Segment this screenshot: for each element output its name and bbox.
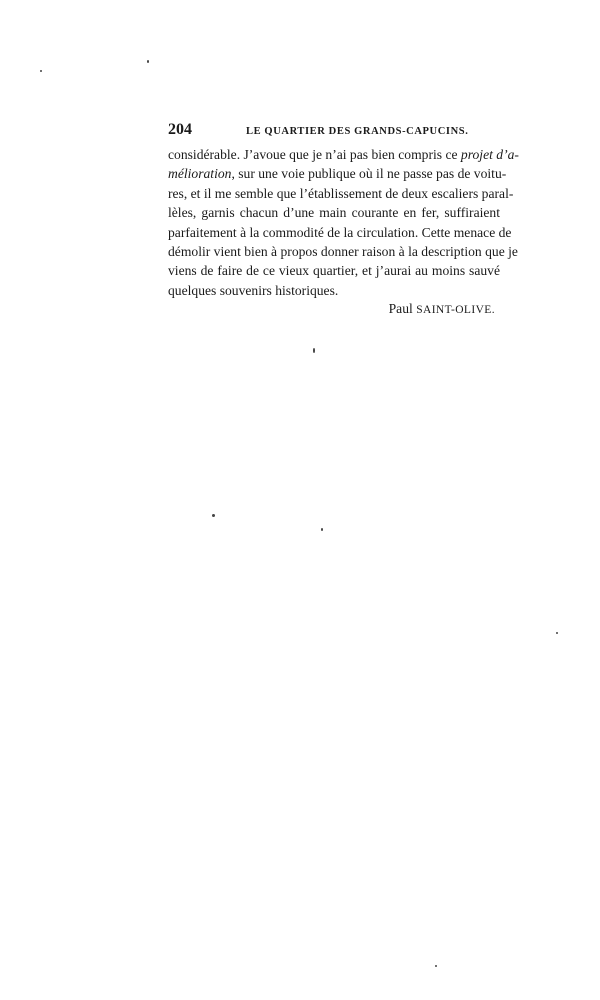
text-line bbox=[168, 164, 507, 183]
signature-first-name: Paul bbox=[388, 301, 413, 316]
text-line bbox=[168, 281, 500, 300]
body-paragraph bbox=[168, 145, 519, 300]
scan-speck bbox=[40, 70, 42, 72]
scan-speck bbox=[147, 60, 149, 63]
text-line bbox=[168, 261, 500, 280]
page-number: 204 bbox=[168, 121, 192, 138]
italic-phrase: projet d’a- bbox=[460, 147, 519, 162]
text-run: res, et il me semble que l’établissement de deux escaliers paral- bbox=[168, 185, 514, 201]
text-line bbox=[168, 223, 512, 242]
text-line bbox=[168, 145, 519, 164]
scan-speck bbox=[212, 514, 215, 517]
italic-phrase: mélioration bbox=[168, 166, 232, 182]
text-line bbox=[168, 203, 500, 222]
running-title: LE QUARTIER DES GRANDS-CAPUCINS. bbox=[246, 126, 469, 137]
text-run: lèles, garnis chacun d’une main courante en fer, suffiraient bbox=[168, 205, 500, 221]
scan-speck bbox=[321, 528, 323, 531]
text-run: parfaitement à la commodité de la circulation. Cette menace de bbox=[168, 224, 512, 240]
text-line bbox=[168, 242, 518, 261]
text-run: viens de faire de ce vieux quartier, et j’aurai au moins sauvé bbox=[168, 263, 500, 279]
text-run: , sur une voie publique où il ne passe pas de voitu- bbox=[231, 166, 507, 182]
text-run: démolir vient bien à propos donner raison à la description que je bbox=[168, 244, 518, 260]
scan-speck bbox=[435, 965, 437, 967]
text-run: quelques souvenirs historiques. bbox=[168, 282, 339, 298]
scan-speck bbox=[313, 348, 315, 353]
text-line bbox=[168, 184, 514, 203]
text-run: considérable. J’avoue que je n’ai pas bien compris ce bbox=[168, 147, 461, 162]
signature-last-name: SAINT-OLIVE. bbox=[416, 304, 495, 316]
author-signature bbox=[389, 301, 495, 317]
scan-speck bbox=[556, 632, 558, 634]
